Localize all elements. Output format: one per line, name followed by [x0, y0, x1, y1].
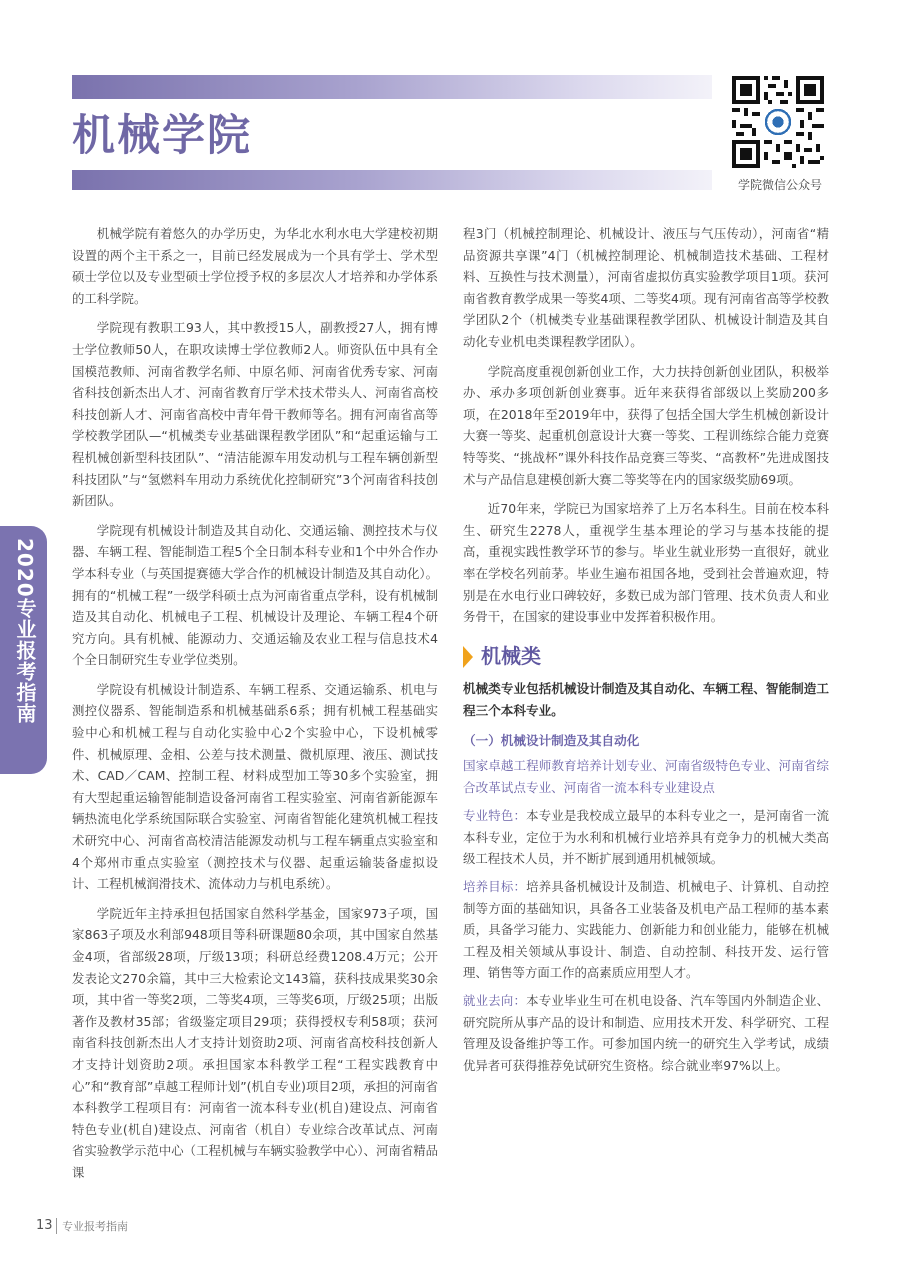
- section-intro: 机械类专业包括机械设计制造及其自动化、车辆工程、智能制造工程三个本科专业。: [463, 680, 829, 718]
- subsection-title: （一）机械设计制造及其自动化: [463, 732, 640, 748]
- subsection-highlight: 国家卓越工程师教育培养计划专业、河南省级特色专业、河南省综合改革试点专业、河南省一流本科专业建设点: [463, 758, 829, 796]
- section-heading: [463, 643, 829, 668]
- footer-divider: [56, 1218, 57, 1234]
- page-title: 机械学院: [72, 111, 252, 161]
- arrow-icon: [463, 646, 473, 668]
- qr-code-icon[interactable]: [732, 76, 824, 168]
- left-column: [72, 223, 438, 1192]
- detail-label: 培养目标：: [463, 879, 527, 895]
- paragraph: 学院设有机械设计制造系、车辆工程系、交通运输系、机电与测控仪器系、智能制造系和机械基础系6系；拥有机械工程基础实验中心和机械工程与自动化实验中心2个实验中心，下设机械零件、机械原理、金相、公差与技术测量、微机原理、液压、测试技术、CAD／CAM、控制工程、材料成型加工等30多个实验室，拥有大型起重运输智能制造设备河南省工程实验室、河南省新能源车辆热流电化学系统国际联合实验室、河南省智能化建筑机械工程技术研究中心、河南省高校清洁能源发动机与工程车辆重点实验室和4个郑州市重点实验室（测控技术与仪器、起重运输装备虚拟设计、工程机械润滑技术、流体动力与机电系统）。: [72, 681, 438, 892]
- section-title: 机械类: [481, 643, 541, 668]
- paragraph: 学院高度重视创新创业工作，大力扶持创新创业团队，积极举办、承办多项创新创业赛事。近年来获得省部级以上奖励200多项，在2018年至2019年中，获得了包括全国大学生机械创新设计大赛一等奖、起重机创意设计大赛一等奖、工程训练综合能力竞赛特等奖、“挑战杯”课外科技作品竞赛三等奖、“高教杯”先进成图技术与产品信息建模创新大赛二等奖等在内的国家级奖励69项。: [463, 363, 829, 487]
- paragraph: 近70年来，学院已为国家培养了上万名本科生。目前在校本科生、研究生2278人，重视学生基本理论的学习与基本技能的提高，重视实践性教学环节的参与。毕业生就业形势一直很好，就业率在学校名列前茅。毕业生遍布祖国各地，受到社会普遍欢迎，特别是在水电行业口碑较好，多数已成为部门管理、技术负责人和业务骨干，在国家的建设事业中发挥着积极作用。: [463, 501, 829, 625]
- paragraph: 学院现有机械设计制造及其自动化、交通运输、测控技术与仪器、车辆工程、智能制造工程5个全日制本科专业和1个中外合作办学本科专业（与英国提赛德大学合作的机械设计制造及其自动化）。拥有的“机械工程”一级学科硕士点为河南省重点学科，设有机械制造及其自动化、机械电子工程、机械设计及理论、车辆工程4个研究方向。具有机械、能源动力、交通运输及农业工程与信息技术4个全日制研究生专业学位类别。: [72, 522, 438, 668]
- paragraph: 学院现有教职工93人，其中教授15人，副教授27人，拥有博士学位教师50人，在职攻读博士学位教师2人。师资队伍中具有全国模范教师、河南省教学名师、中原名师、河南省优秀专家、河南省科技创新杰出人才、河南省教育厅学术技术带头人、河南省高校科技创新人才、河南省高校中青年骨干教师等名。拥有河南省高等学校教学团队—“机械类专业基础课程教学团队”和“起重运输与工程机械创新型科技团队”、“清洁能源车用发动机与工程车辆创新型科技团队”与“氢燃料车用动力系统优化控制研究”3个河南省科技创新团队。: [72, 320, 438, 509]
- paragraph: 程3门（机械控制理论、机械设计、液压与气压传动），河南省“精品资源共享课”4门（机械控制理论、机械制造技术基础、工程材料、互换性与技术测量），河南省虚拟仿真实验教学项目1项。获河南省教育教学成果一等奖4项、二等奖4项。现有河南省高等学校教学团队2个（机械类专业基础课程教学团队、机械设计制造及其自动化专业机电类课程教学团队）。: [463, 226, 829, 349]
- paragraph: 学院近年主持承担包括国家自然科学基金，国家973子项，国家863子项及水利部948项目等科研课题80余项，其中国家自然基金4项，省部级28项，厅级13项；科研总经费1208.4万元；公开发表论文270余篇，其中三大检索论文143篇，获科技成果奖30余项，其中省一等奖2项，二等奖4项，三等奖6项，厅级25项；出版著作及教材35部；省级鉴定项目29项；获得授权专利58项；获河南省科技创新杰出人才支持计划资助2项、河南省高校科技创新人才支持计划资助2项。承担国家本科教学工程“工程实践教育中心”和“教育部”卓越工程师计划”(机自专业)项目2项，承担的河南省本科教学工程项目有：河南省一流本科专业(机自)建设点、河南省特色专业(机自)建设点、河南省（机自）专业综合改革试点、河南省实验教学示范中心（工程机械与车辆实验教学中心）、河南省精品课: [72, 905, 438, 1180]
- detail-employment: [463, 990, 829, 1076]
- page-number: 13: [36, 1218, 53, 1233]
- detail-text: 培养具备机械设计及制造、机械电子、计算机、自动控制等方面的基础知识，具备各工业装备及机电产品工程师的基本素质，具备学习能力、实践能力、创新能力和创业能力，能够在机械工程及相关领域从事设计、制造、自动控制、科技开发、运行管理、销售等方面工作的高素质应用型人才。: [463, 879, 830, 981]
- side-tab-label: 2020专业报考指南: [13, 538, 37, 724]
- detail-text: 本专业毕业生可在机电设备、汽车等国内外制造企业、研究院所从事产品的设计和制造、应用技术开发、科学研究、工程管理及设备维护等工作。可参加国内统一的研究生入学考试，成绩优异者可获得推荐免试研究生资格。综合就业率97%以上。: [463, 993, 830, 1073]
- qr-caption: 学院微信公众号: [737, 178, 822, 192]
- detail-label: 就业去向：: [463, 993, 527, 1009]
- right-column: [463, 223, 829, 1082]
- detail-label: 专业特色：: [463, 808, 527, 824]
- header-bottom-bar: [72, 170, 712, 190]
- detail-text: 本专业是我校成立最早的本科专业之一，是河南省一流本科专业，定位于为水利和机械行业培养具有竞争力的机械大类高级工程技术人员，并不断扩展到通用机械领域。: [463, 808, 830, 867]
- detail-goals: [463, 876, 829, 984]
- header-top-bar: [72, 75, 712, 99]
- footer-text: 专业报考指南: [62, 1220, 128, 1233]
- detail-features: [463, 805, 829, 870]
- paragraph: 机械学院有着悠久的办学历史，为华北水利水电大学建校初期设置的两个主干系之一，目前已经发展成为一个具有学士、学术型硕士学位以及专业型硕士学位授予权的多层次人才培养和办学体系的工科学院。: [72, 226, 438, 306]
